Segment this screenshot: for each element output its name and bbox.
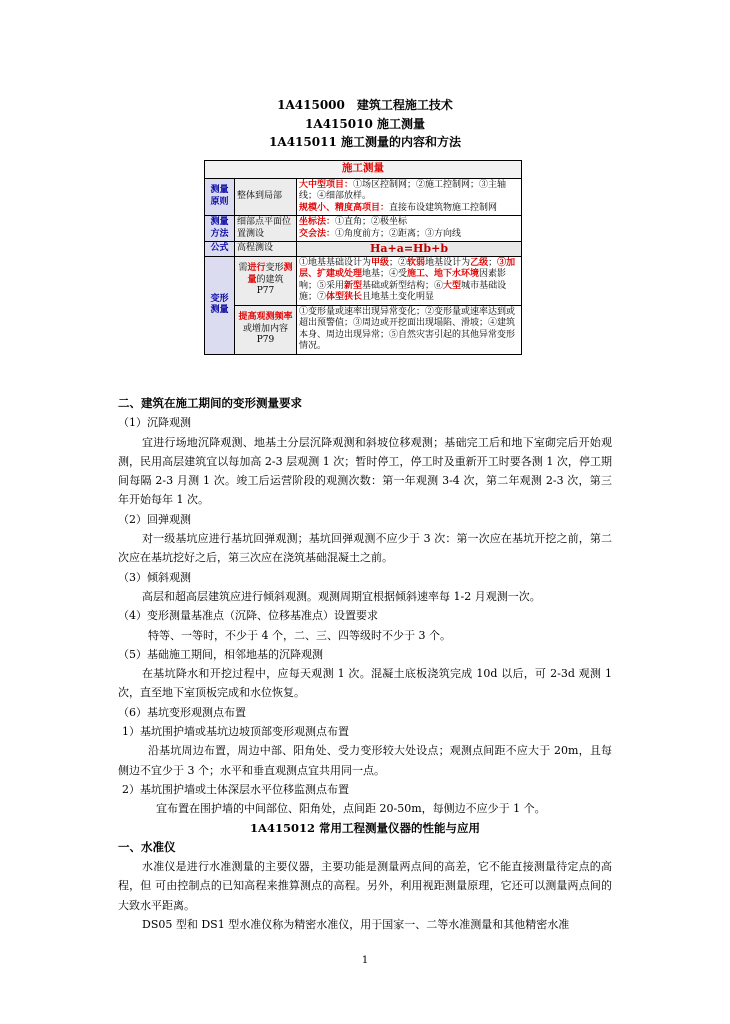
paragraph: 在基坑降水和开挖过程中，应每天观测 1 次。混凝土底板浇筑完成 10d 以后，可 2-3d 观测 1 次，直至地下室顶板完成和水位恢复。 xyxy=(118,667,612,700)
summary-table xyxy=(204,160,522,355)
subheading: （6）基坑变形观测点布置 xyxy=(118,705,246,719)
table-row xyxy=(205,256,522,305)
subheading: （2）回弹观测 xyxy=(118,512,191,526)
table-row xyxy=(205,178,522,216)
body-text xyxy=(118,394,612,934)
row-label: 测量方法 xyxy=(205,216,235,242)
subheading: 2）基坑围护墙或土体深层水平位移监测点布置 xyxy=(122,782,349,796)
table-row xyxy=(205,305,522,354)
table-header: 施工测量 xyxy=(342,162,384,174)
section-heading: 一、水准仪 xyxy=(118,839,176,854)
row-mid: 提高观测频率或增加内容 P79 xyxy=(235,305,297,354)
row-mid: 整体到局部 xyxy=(235,178,297,216)
paragraph: 特等、一等时，不少于 4 个，二、三、四等级时不少于 3 个。 xyxy=(148,628,451,642)
row-content: ①变形量或速率出现异常变化；②变形量或速率达到或超出预警值；③周边或开挖面出现塌陷、滑坡；④建筑本身、周边出现异常；⑤自然灾害引起的其他异常变形情况。 xyxy=(297,305,522,354)
page-number: 1 xyxy=(361,955,369,966)
title-main: 1A415000 建筑工程施工技术 xyxy=(277,98,453,112)
table-row xyxy=(205,242,522,257)
section-title: 1A415012 常用工程测量仪器的性能与应用 xyxy=(250,820,480,835)
paragraph: 对一级基坑应进行基坑回弹观测；基坑回弹观测不应少于 3 次：第一次应在基坑开挖之前，第二次应在基坑挖好之后，第三次应在浇筑基础混凝土之前。 xyxy=(118,532,612,565)
row-label: 测量原则 xyxy=(205,178,235,216)
section-heading: 二、建筑在施工期间的变形测量要求 xyxy=(118,396,302,410)
row-content: 坐标法：①直角；②极坐标 交会法：①角度前方；②距离；③方向线 xyxy=(297,216,522,242)
paragraph: 水准仪是进行水准测量的主要仪器，主要功能是测量两点间的高差，它不能直接测量待定点的高程，但 可由控制点的已知高程来推算测点的高程。另外，利用视距测量原理，它还可以测量两点间的大致水平距离。 xyxy=(118,860,612,912)
title-sub: 1A415010 施工测量 xyxy=(305,116,425,131)
row-label: 公式 xyxy=(205,242,235,257)
paragraph: 沿基坑周边布置，周边中部、阳角处、受力变形较大处设点；观测点间距不应大于 20m，且每侧边不宜少于 3 个；水平和垂直观测点宜共用同一点。 xyxy=(118,744,612,777)
row-mid: 高程测设 xyxy=(235,242,297,257)
table-row xyxy=(205,216,522,242)
title-block xyxy=(0,96,730,152)
row-content: ①地基基础设计为甲级；②软弱地基设计为乙级；③加层、扩建或处理地基；④受施工、地下水环境因素影响；⑤采用新型基础或新型结构；⑥大型城市基础设施；⑦体型狭长且地基土变化明显 xyxy=(297,256,522,305)
subheading: （3）倾斜观测 xyxy=(118,570,191,584)
paragraph: 高层和超高层建筑应进行倾斜观测。观测周期宜根据倾斜速率每 1-2 月观测一次。 xyxy=(142,589,541,603)
subheading: 1）基坑围护墙或基坑边坡顶部变形观测点布置 xyxy=(122,725,349,739)
row-mid: 需进行变形测量的建筑 P77 xyxy=(235,256,297,305)
title-section: 1A415011 施工测量的内容和方法 xyxy=(269,135,461,149)
formula: Ha+a=Hb+b xyxy=(297,242,522,257)
subheading: （1）沉降观测 xyxy=(118,416,191,430)
subheading: （5）基础施工期间，相邻地基的沉降观测 xyxy=(118,647,323,661)
paragraph: DS05 型和 DS1 型水准仪称为精密水准仪，用于国家一、二等水准测量和其他精密水准 xyxy=(142,918,570,932)
row-mid: 细部点平面位置测设 xyxy=(235,216,297,242)
paragraph: 宜布置在围护墙的中间部位、阳角处，点间距 20-50m，每侧边不应少于 1 个。 xyxy=(156,802,546,816)
row-label: 变形测量 xyxy=(205,256,235,354)
row-content: 大中型项目：①场区控制网；②施工控制网；③主轴线；④细部放样。 规模小、精度高项目：直接布设建筑物施工控制网 xyxy=(297,178,522,216)
subheading: （4）变形测量基准点（沉降、位移基准点）设置要求 xyxy=(118,609,378,623)
paragraph: 宜进行场地沉降观测、地基土分层沉降观测和斜坡位移观测；基础完工后和地下室砌完后开始观测，民用高层建筑宜以每加高 2-3 层观测 1 次；暂时停工，停工时及重新开工时要各测 1 次，停工期间每隔 2-3 月测 1 次。竣工后运营阶段的观测次数：第一年观测 3-4 次，第二年观测 2-3 次，第三年开始每年 1 次。 xyxy=(118,435,612,507)
